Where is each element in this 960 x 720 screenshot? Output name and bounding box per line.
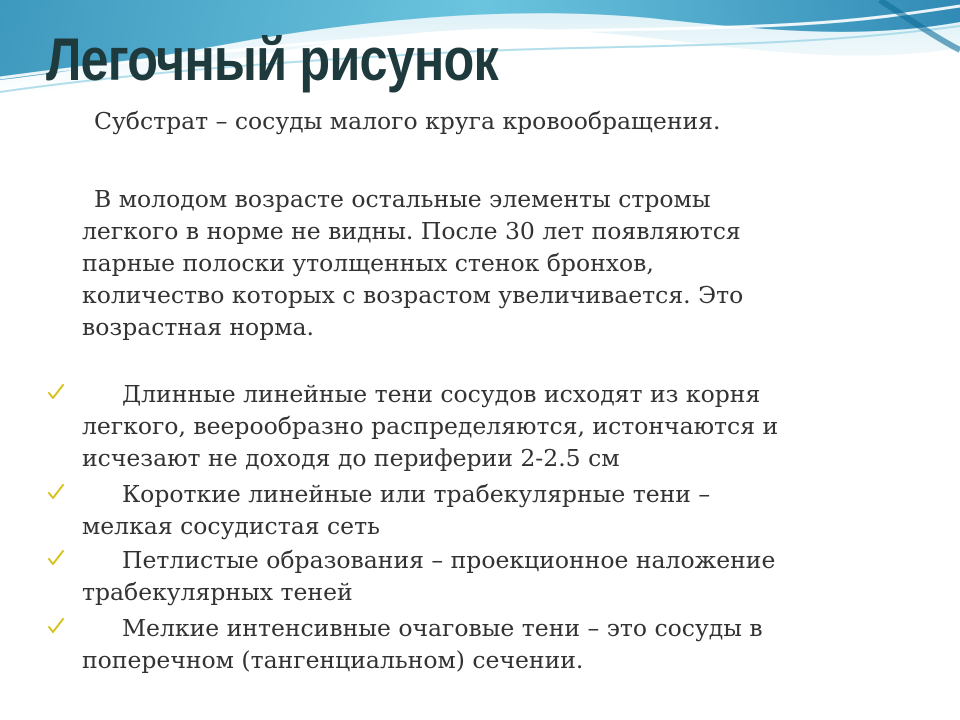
paragraph-line: В молодом возрасте остальные элементы стромы bbox=[94, 185, 711, 213]
paragraph-line: легкого в норме не видны. После 30 лет появляются bbox=[82, 217, 741, 245]
bullet-text bbox=[82, 478, 710, 542]
slide-title: Легочный рисунок bbox=[46, 26, 498, 93]
paragraph-line: возрастная норма. bbox=[82, 313, 314, 341]
bullet-line: исчезают не доходя до периферии 2-2.5 см bbox=[82, 444, 620, 472]
bullet-line: поперечном (тангенциальном) сечении. bbox=[82, 646, 584, 674]
check-icon bbox=[48, 550, 64, 566]
intro-text bbox=[82, 105, 720, 137]
paragraph-line: парные полоски утолщенных стенок бронхов, bbox=[82, 249, 654, 277]
bullet-line: Мелкие интенсивные очаговые тени – это сосуды в bbox=[122, 614, 763, 642]
bullet-line: Короткие линейные или трабекулярные тени – bbox=[122, 480, 711, 508]
bullet-line: трабекулярных теней bbox=[82, 578, 353, 606]
bullet-text bbox=[82, 544, 775, 608]
intro-line: Субстрат – сосуды малого круга кровообращения. bbox=[94, 107, 721, 135]
bullet-line: Длинные линейные тени сосудов исходят из корня bbox=[122, 380, 761, 408]
bullet-line: Петлистые образования – проекционное наложение bbox=[122, 546, 776, 574]
check-icon bbox=[48, 618, 64, 634]
bullet-text bbox=[82, 612, 763, 676]
bullet-text bbox=[82, 378, 778, 474]
check-icon bbox=[48, 484, 64, 500]
check-icon bbox=[48, 384, 64, 400]
paragraph-text bbox=[82, 183, 743, 343]
paragraph-line: количество которых с возрастом увеличивается. Это bbox=[82, 281, 744, 309]
bullet-line: легкого, веерообразно распределяются, истончаются и bbox=[82, 412, 779, 440]
bullet-line: мелкая сосудистая сеть bbox=[82, 512, 380, 540]
